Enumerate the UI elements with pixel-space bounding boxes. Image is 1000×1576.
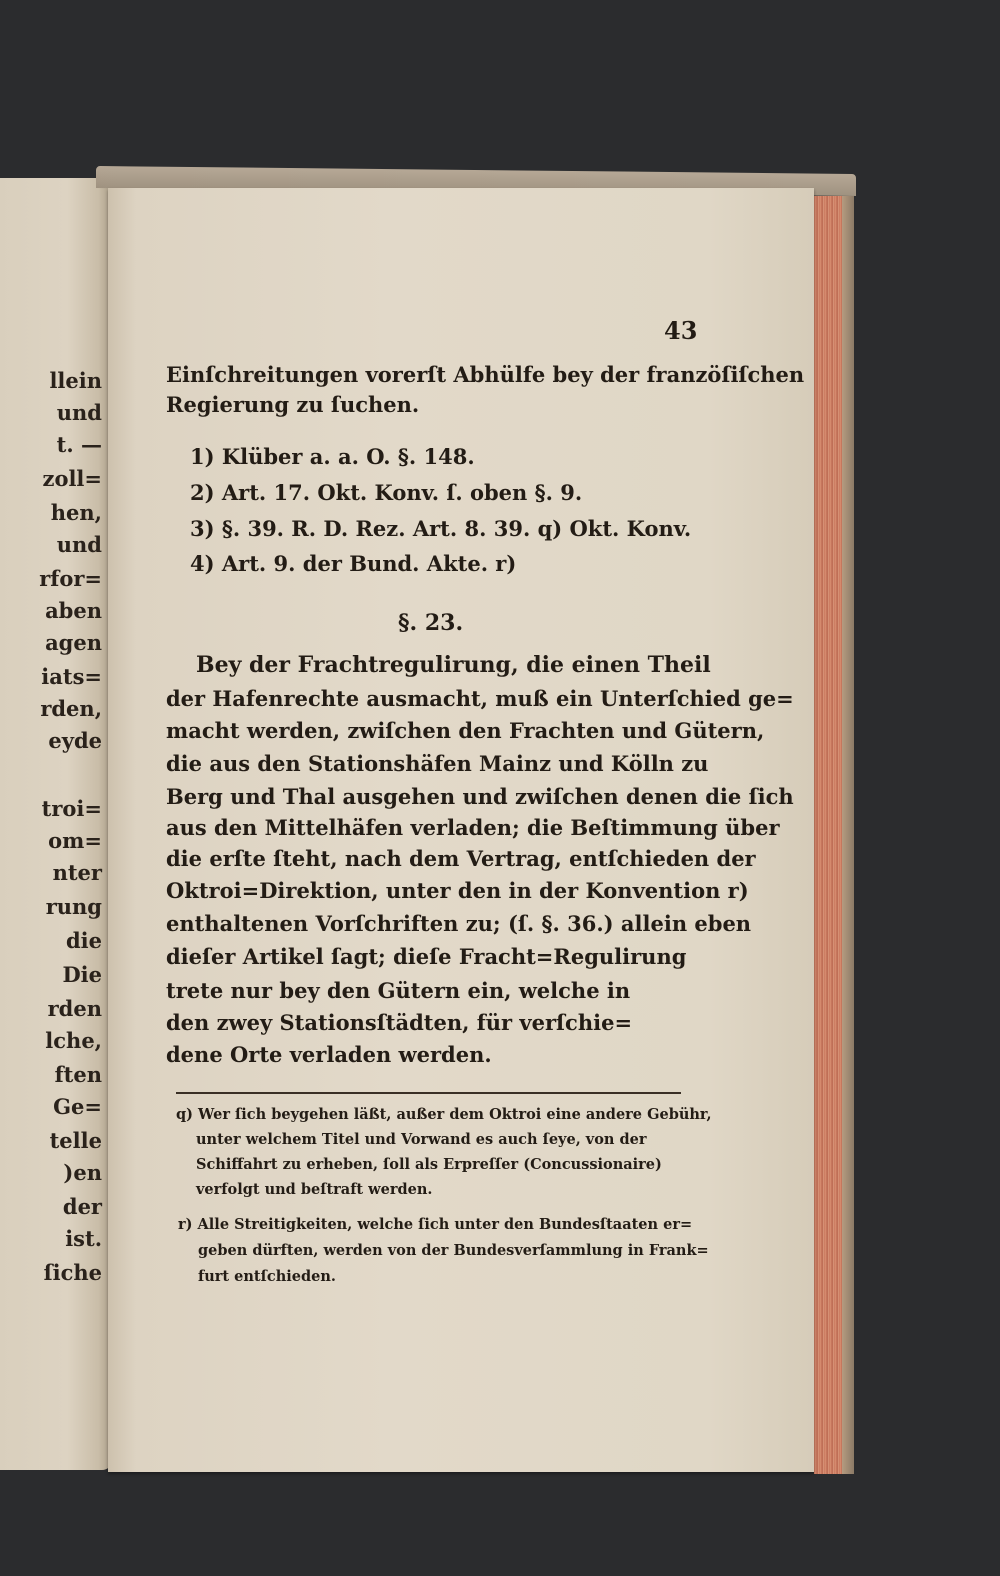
paragraph-line: dene Orte verladen werden.	[166, 1042, 492, 1067]
left-fragment: telle	[49, 1128, 102, 1153]
left-fragment: hen,	[50, 500, 102, 525]
paragraph-line: Oktroi=Direktion, unter den in der Konvention r)	[166, 878, 749, 903]
left-fragment: rfor=	[39, 566, 102, 591]
footnote-r-line: geben dürften, werden von der Bundesverſammlung in Frank=	[198, 1242, 709, 1259]
reference-item: 1) Klüber a. a. O. §. 148.	[190, 444, 475, 469]
left-fragment: und	[56, 400, 102, 425]
paragraph-line: dieſer Artikel ſagt; dieſe Fracht=Regulirung	[166, 944, 687, 969]
footnote-q-line: Schiffahrt zu erheben, ſoll als Erpreſſer (Concussionaire)	[196, 1156, 662, 1173]
left-fragment: rden	[47, 996, 102, 1021]
page-block-edge	[814, 196, 854, 1474]
intro-line: Einſchreitungen vorerſt Abhülfe bey der franzöſiſchen	[166, 362, 805, 387]
paragraph-line: die erſte ſteht, nach dem Vertrag, entſchieden der	[166, 846, 756, 871]
left-fragment: troi=	[41, 796, 102, 821]
left-fragment: agen	[45, 630, 102, 655]
reference-item: 2) Art. 17. Okt. Konv. ſ. oben §. 9.	[190, 480, 583, 505]
footnote-divider	[176, 1092, 681, 1094]
left-fragment: aben	[45, 598, 102, 623]
left-fragment: om=	[48, 828, 102, 853]
left-fragment: Ge=	[53, 1094, 102, 1119]
previous-page-edge	[0, 178, 112, 1470]
left-fragment: zoll=	[42, 466, 102, 491]
left-fragment: )en	[63, 1160, 102, 1185]
left-fragment: der	[62, 1194, 102, 1219]
page-number: 43	[664, 316, 698, 345]
paragraph-line: Bey der Frachtregulirung, die einen Theil	[196, 652, 711, 678]
section-heading: §. 23.	[398, 610, 464, 636]
footnote-q-line: q) Wer ſich beygehen läßt, außer dem Oktroi eine andere Gebühr,	[176, 1106, 712, 1123]
footnote-q-line: unter welchem Titel und Vorwand es auch ſeye, von der	[196, 1131, 647, 1148]
footnote-q-line: verfolgt und beſtraft werden.	[196, 1181, 433, 1198]
left-fragment: eyde	[48, 728, 102, 753]
paragraph-line: macht werden, zwiſchen den Frachten und Gütern,	[166, 718, 765, 743]
left-fragment: rden,	[40, 696, 102, 721]
intro-line: Regierung zu ſuchen.	[166, 392, 420, 417]
left-fragment: llein	[49, 368, 102, 393]
paragraph-line: trete nur bey den Gütern ein, welche in	[166, 978, 631, 1003]
left-fragment: t. —	[56, 432, 102, 457]
left-fragment: iats=	[41, 664, 102, 689]
footnote-r-line: furt entſchieden.	[198, 1268, 336, 1285]
left-fragment: die	[65, 928, 102, 953]
left-fragment: Die	[62, 962, 102, 987]
left-fragment: lche,	[45, 1028, 102, 1053]
paragraph-line: Berg und Thal ausgehen und zwiſchen denen die ſich	[166, 784, 794, 809]
reference-item: 4) Art. 9. der Bund. Akte. r)	[190, 551, 517, 576]
reference-item: 3) §. 39. R. D. Rez. Art. 8. 39. q) Okt. Konv.	[190, 516, 692, 541]
paragraph-line: die aus den Stationshäfen Mainz und Kölln zu	[166, 751, 709, 776]
paragraph-line: der Hafenrechte ausmacht, muß ein Unterſchied ge=	[166, 686, 794, 711]
left-fragment: nter	[52, 860, 102, 885]
paragraph-line: den zwey Stationsſtädten, für verſchie=	[166, 1010, 633, 1035]
left-fragment: und	[56, 532, 102, 557]
left-fragment: ften	[54, 1062, 102, 1087]
left-fragment: ſiche	[43, 1260, 102, 1285]
left-fragment: ist.	[65, 1226, 102, 1251]
paragraph-line: enthaltenen Vorſchriften zu; (ſ. §. 36.) allein eben	[166, 911, 752, 936]
paragraph-line: aus den Mittelhäfen verladen; die Beſtimmung über	[166, 815, 780, 840]
footnote-r-line: r) Alle Streitigkeiten, welche ſich unter den Bundesſtaaten er=	[178, 1216, 693, 1233]
left-fragment: rung	[45, 894, 102, 919]
